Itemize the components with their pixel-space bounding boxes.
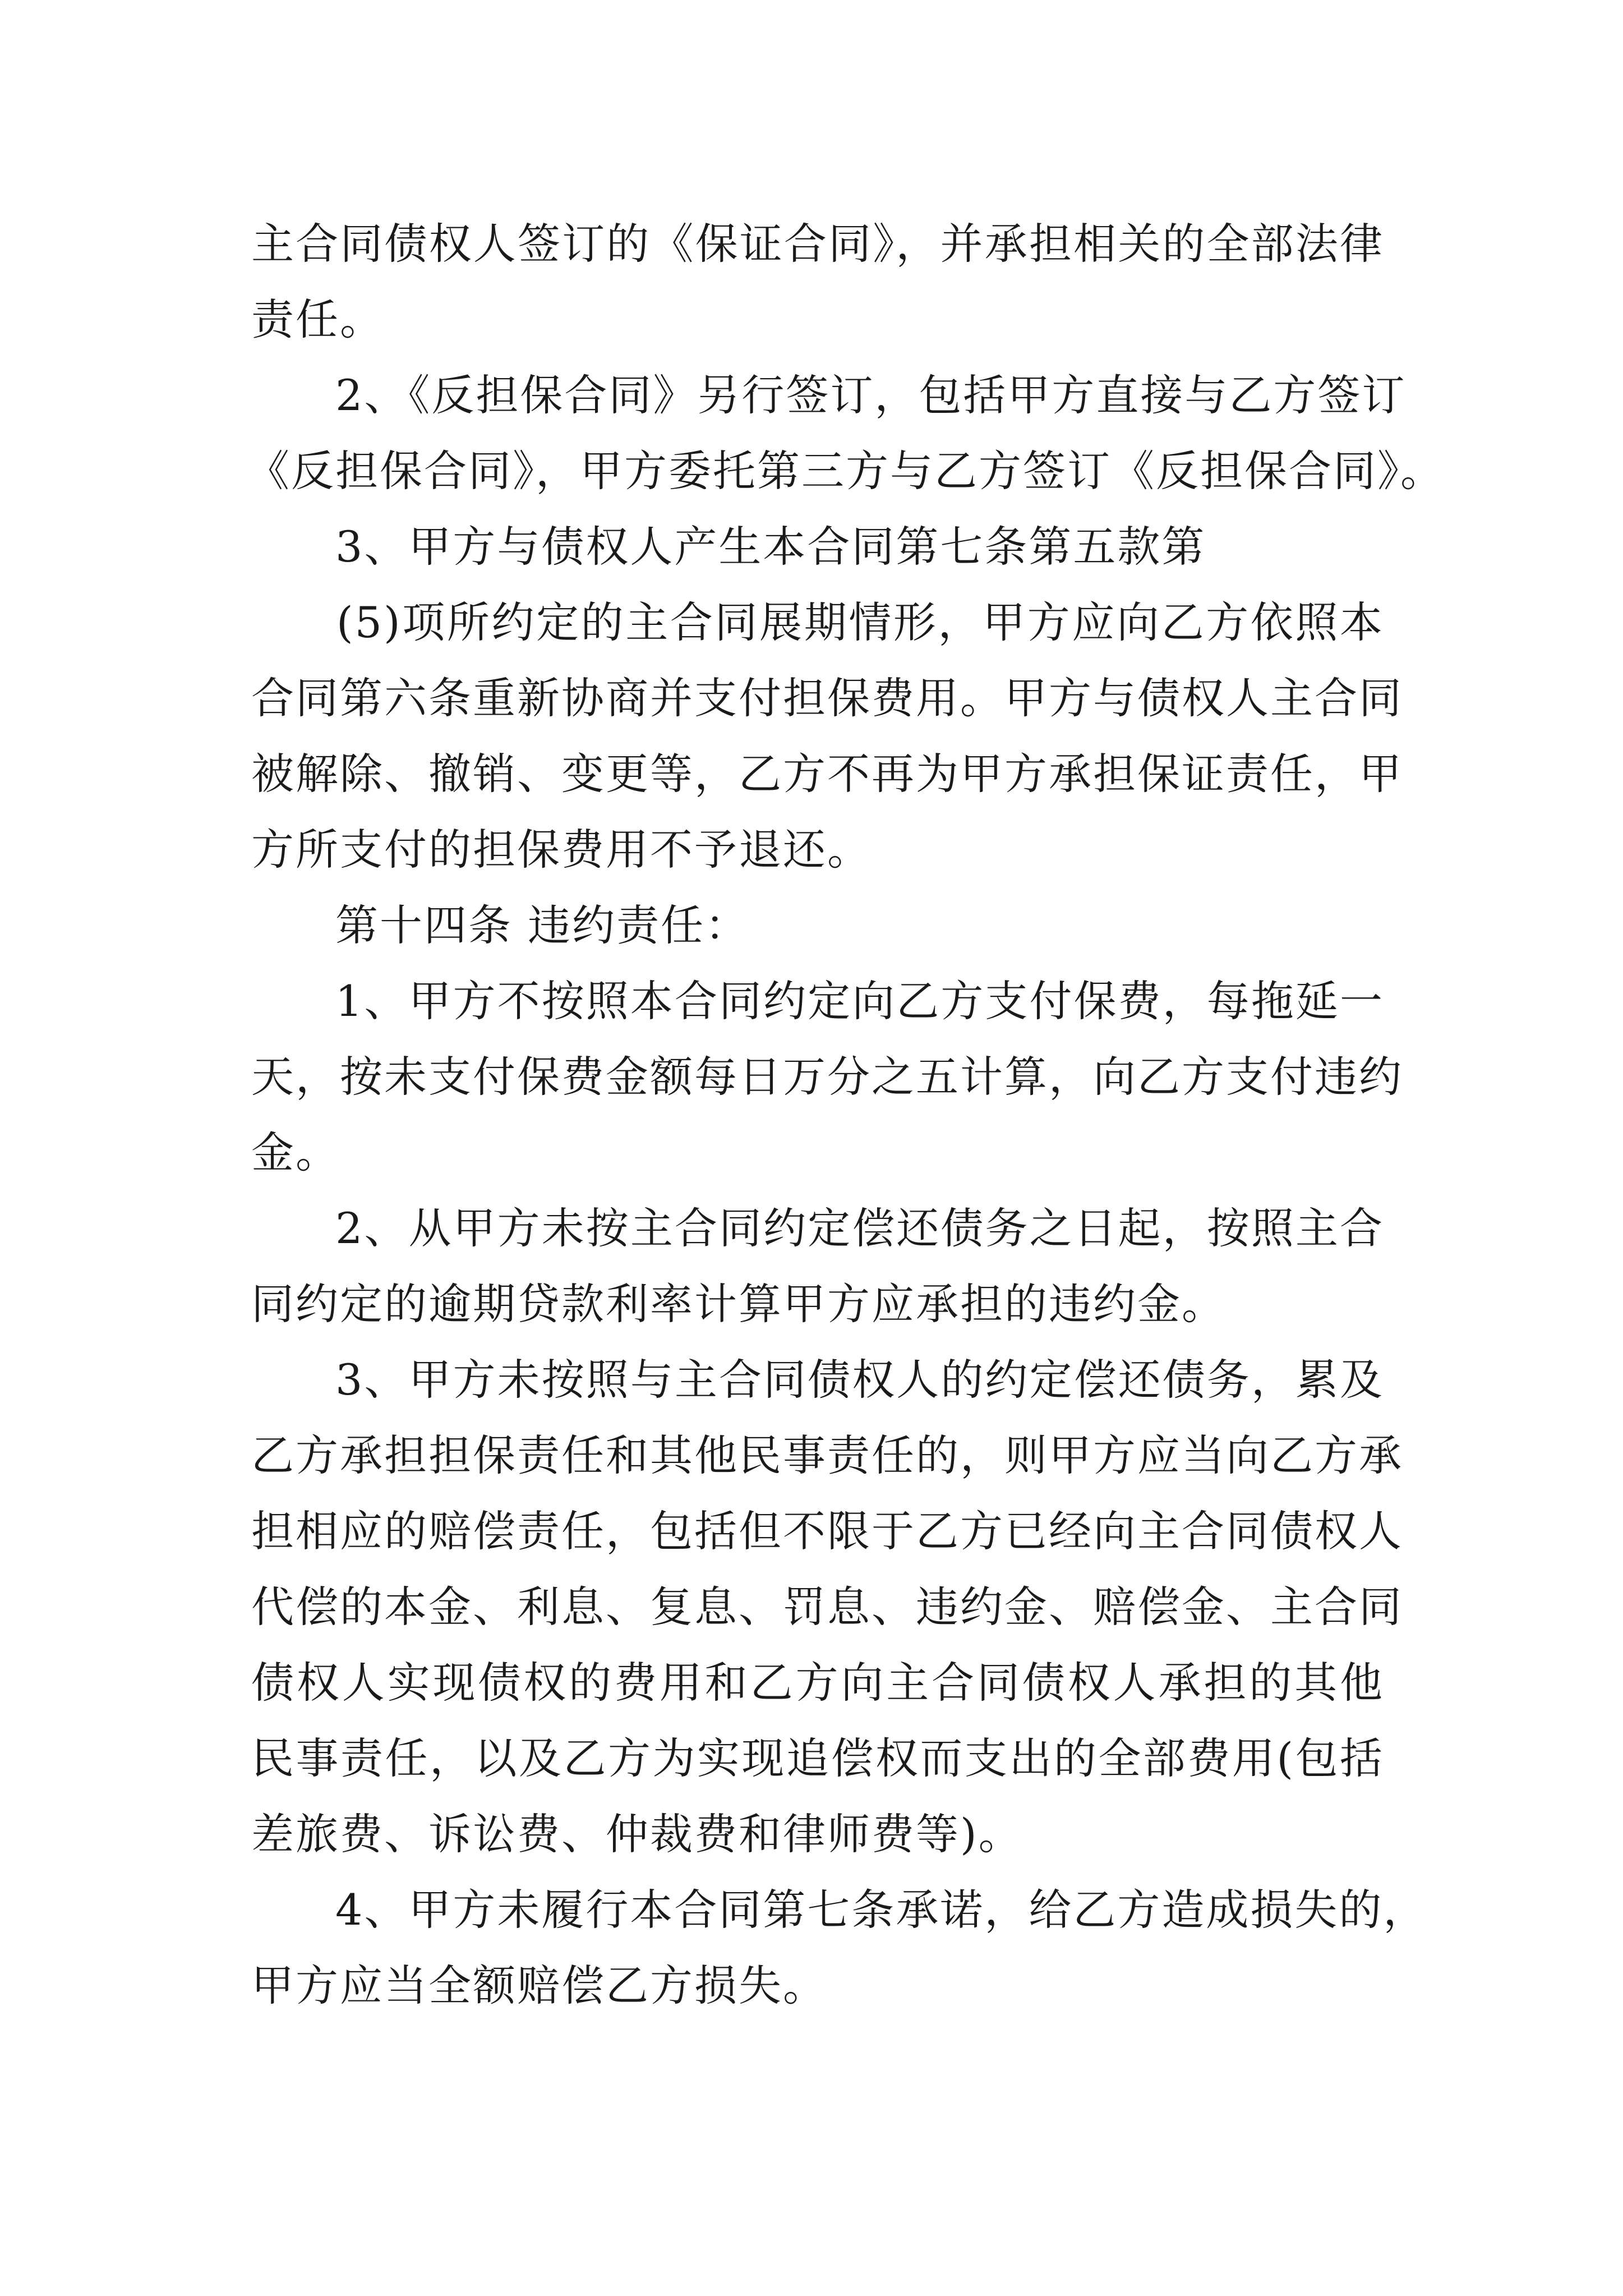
text-line: 3、甲方与债权人产生本合同第七条第五款第 xyxy=(335,522,1206,572)
section-heading: 第十四条 违约责任： xyxy=(335,900,750,950)
text-line: 方所支付的担保费用不予退还。 xyxy=(251,825,872,875)
text-line: 1、甲方不按照本合同约定向乙方支付保费，每拖延一 xyxy=(335,976,1384,1026)
text-line: 4、甲方未履行本合同第七条承诺，给乙方造成损失的， xyxy=(335,1885,1428,1935)
text-line: 金。 xyxy=(251,1128,340,1177)
text-line: 债权人实现债权的费用和乙方向主合同债权人承担的其他 xyxy=(251,1658,1384,1708)
text-line: 甲方应当全额赔偿乙方损失。 xyxy=(251,1961,827,2010)
text-line: 《反担保合同》，甲方委托第三方与乙方签订《反担保合同》。 xyxy=(247,446,1445,496)
text-line: 同约定的逾期贷款利率计算甲方应承担的违约金。 xyxy=(251,1279,1226,1329)
text-line: 主合同债权人签订的《保证合同》，并承担相关的全部法律 xyxy=(251,219,1384,269)
text-line: 天，按未支付保费金额每日万分之五计算，向乙方支付违约 xyxy=(251,1052,1403,1102)
text-line: 被解除、撤销、变更等，乙方不再为甲方承担保证责任，甲 xyxy=(251,749,1403,799)
text-line: 2、从甲方未按主合同约定偿还债务之日起，按照主合 xyxy=(335,1203,1384,1253)
text-line: 合同第六条重新协商并支付担保费用。甲方与债权人主合同 xyxy=(251,673,1403,723)
text-line: 3、甲方未按照与主合同债权人的约定偿还债务，累及 xyxy=(335,1355,1384,1405)
text-line: 民事责任，以及乙方为实现追偿权而支出的全部费用(包括 xyxy=(251,1733,1384,1783)
text-line: 担相应的赔偿责任，包括但不限于乙方已经向主合同债权人 xyxy=(251,1506,1403,1556)
text-line: 责任。 xyxy=(251,295,384,344)
text-line: 差旅费、诉讼费、仲裁费和律师费等)。 xyxy=(251,1809,1023,1859)
text-line: 代偿的本金、利息、复息、罚息、违约金、赔偿金、主合同 xyxy=(251,1582,1403,1632)
text-line: 2、《反担保合同》另行签订，包括甲方直接与乙方签订 xyxy=(335,370,1407,420)
text-line: (5)项所约定的主合同展期情形，甲方应向乙方依照本 xyxy=(336,597,1384,647)
text-line: 乙方承担担保责任和其他民事责任的，则甲方应当向乙方承 xyxy=(251,1430,1403,1480)
